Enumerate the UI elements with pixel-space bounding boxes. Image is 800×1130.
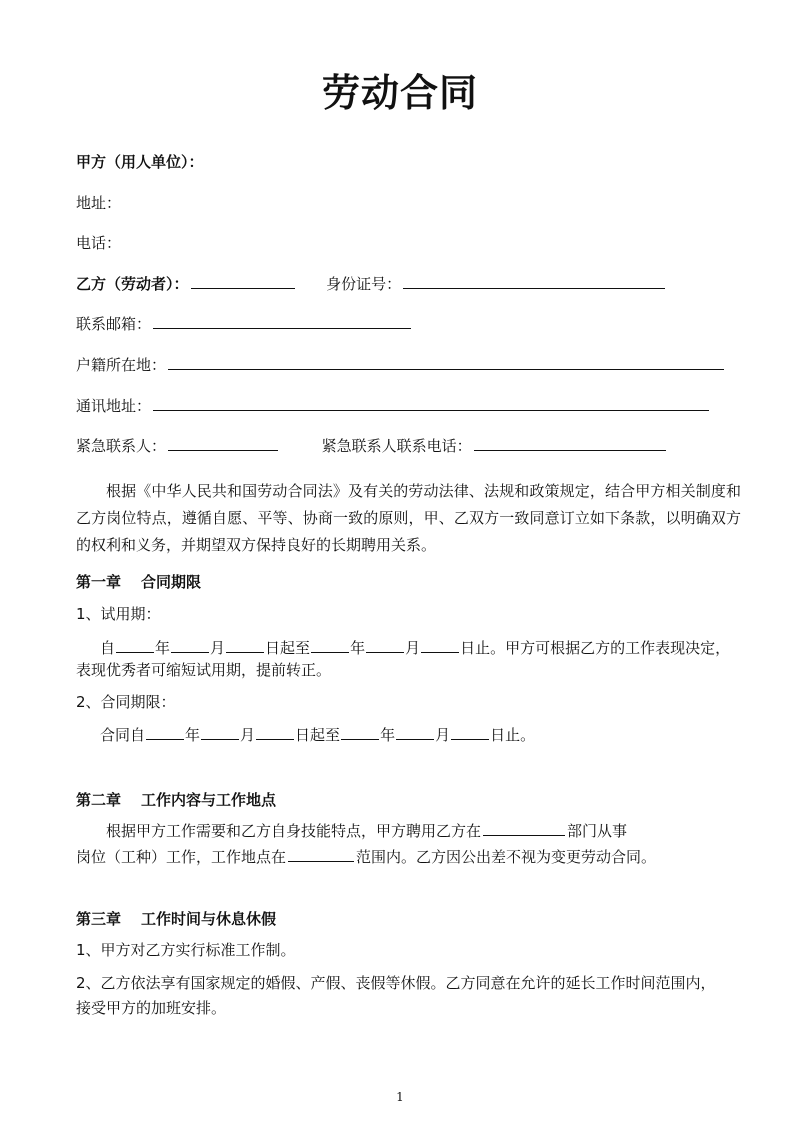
chapter2-line1 — [106, 821, 627, 841]
chapter2-number: 第二章 — [76, 791, 122, 809]
chapter3-item2-line2: 接受甲方的加班安排。 — [76, 999, 227, 1017]
probation-zi: 自 — [100, 639, 116, 657]
party-b-household-row — [76, 355, 726, 375]
probation-date-line — [100, 637, 730, 658]
chapter2-line2 — [76, 847, 656, 867]
preamble-paragraph: 根据《中华人民共和国劳动合同法》及有关的劳动法律、法规和政策规定，结合甲方相关制度和乙方岗位特点，遵循自愿、平等、协商一致的原则，甲、乙双方一致同意订立如下条款，以明确双方的权利和义务，并期望双方保持良好的长期聘用关系。 — [76, 482, 741, 554]
party-b-household-blank[interactable] — [168, 355, 724, 370]
probation-ri-zhi: 日止。甲方可根据乙方的工作表现决定， — [460, 639, 731, 657]
term-he-tong-zi: 合同自 — [100, 726, 146, 744]
probation-yue: 月 — [210, 639, 226, 657]
probation-yue-2: 月 — [405, 639, 421, 657]
emergency-contact-label: 紧急联系人： — [76, 437, 167, 455]
emergency-phone-label: 紧急联系人联系电话： — [321, 437, 472, 455]
chapter1-heading — [76, 571, 201, 592]
term-ri-zhi: 日止。 — [490, 726, 536, 744]
chapter2-title: 工作内容与工作地点 — [141, 791, 277, 809]
chapter3-item2-line1: 2、乙方依法享有国家规定的婚假、产假、丧假等休假。乙方同意在允许的延长工作时间范围内， — [76, 974, 716, 992]
party-a-label: 甲方（用人单位）： — [76, 153, 204, 171]
chapter3-title: 工作时间与休息休假 — [141, 910, 277, 928]
term-end-month-blank[interactable] — [396, 725, 434, 740]
term-nian: 年 — [185, 726, 201, 744]
term-end-year-blank[interactable] — [341, 725, 379, 740]
emergency-contact-blank[interactable] — [168, 436, 278, 451]
term-nian-2: 年 — [380, 726, 396, 744]
party-b-id-blank[interactable] — [403, 274, 665, 289]
party-b-emergency-row — [76, 436, 668, 456]
chapter2-heading — [76, 789, 276, 810]
chapter1-item2-label: 2、合同期限： — [76, 693, 176, 711]
party-b-email-row — [76, 314, 413, 334]
term-start-day-blank[interactable] — [256, 725, 294, 740]
probation-start-year-blank[interactable] — [116, 638, 154, 653]
chapter2-text-part3: 岗位（工种）工作，工作地点在 — [76, 848, 287, 866]
term-start-month-blank[interactable] — [201, 725, 239, 740]
probation-end-day-blank[interactable] — [421, 638, 459, 653]
party-a-address-label: 地址： — [76, 194, 122, 212]
department-blank[interactable] — [483, 821, 565, 836]
contract-term-date-line — [100, 724, 535, 745]
probation-ri-qi-zhi: 日起至 — [265, 639, 311, 657]
probation-second-line: 表现优秀者可缩短试用期，提前转正。 — [76, 661, 332, 679]
probation-end-year-blank[interactable] — [311, 638, 349, 653]
chapter1-item1-label: 1、试用期： — [76, 605, 161, 623]
work-location-blank[interactable] — [288, 847, 354, 862]
party-a-phone-label: 电话： — [76, 234, 122, 252]
party-b-label: 乙方（劳动者）： — [76, 275, 189, 293]
term-ri-qi-zhi: 日起至 — [295, 726, 341, 744]
chapter2-text-part4: 范围内。乙方因公出差不视为变更劳动合同。 — [356, 848, 657, 866]
term-end-day-blank[interactable] — [451, 725, 489, 740]
party-b-household-label: 户籍所在地： — [76, 356, 167, 374]
party-b-mail-label: 通讯地址： — [76, 397, 152, 415]
probation-start-day-blank[interactable] — [226, 638, 264, 653]
probation-start-month-blank[interactable] — [171, 638, 209, 653]
chapter2-text-part1: 根据甲方工作需要和乙方自身技能特点，甲方聘用乙方在 — [106, 822, 482, 840]
party-b-mail-blank[interactable] — [153, 396, 709, 411]
term-yue-2: 月 — [435, 726, 451, 744]
party-b-mail-row — [76, 396, 711, 416]
term-yue: 月 — [240, 726, 256, 744]
probation-end-month-blank[interactable] — [366, 638, 404, 653]
document-title: 劳动合同 — [321, 71, 478, 115]
party-b-email-blank[interactable] — [153, 314, 411, 329]
party-b-name-blank[interactable] — [191, 274, 295, 289]
chapter3-number: 第三章 — [76, 910, 122, 928]
page-number: 1 — [396, 1090, 404, 1104]
emergency-phone-blank[interactable] — [474, 436, 666, 451]
chapter1-number: 第一章 — [76, 573, 122, 591]
party-b-id-label: 身份证号： — [326, 275, 402, 293]
party-b-email-label: 联系邮箱： — [76, 315, 152, 333]
chapter3-item1: 1、甲方对乙方实行标准工作制。 — [76, 941, 296, 959]
probation-nian: 年 — [155, 639, 171, 657]
chapter2-text-part2: 部门从事 — [567, 822, 628, 840]
chapter1-title: 合同期限 — [141, 573, 202, 591]
probation-nian-2: 年 — [350, 639, 366, 657]
term-start-year-blank[interactable] — [146, 725, 184, 740]
party-b-row — [76, 274, 667, 294]
chapter3-heading — [76, 908, 276, 929]
